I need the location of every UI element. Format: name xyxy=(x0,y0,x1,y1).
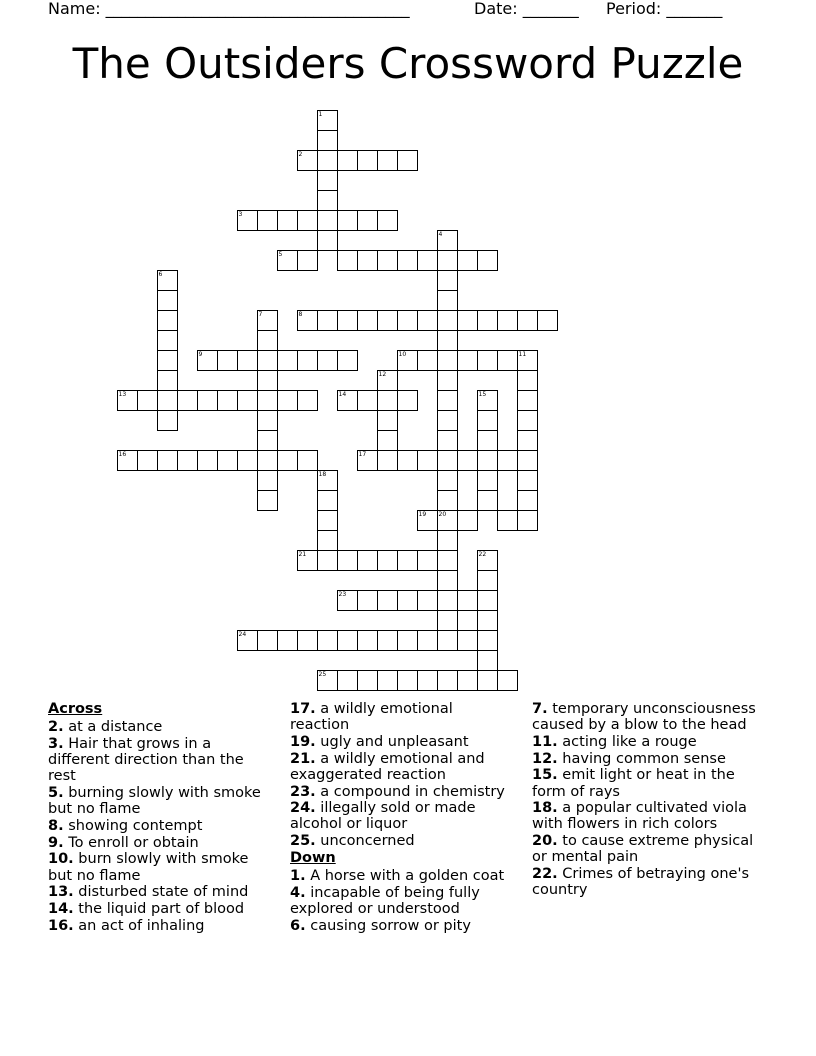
clue-text: a wildly emotional and exaggerated reaction xyxy=(290,750,485,783)
grid-cell[interactable] xyxy=(437,410,458,431)
clue-text: temporary unconsciousness caused by a blow to the head xyxy=(532,701,756,734)
grid-cell[interactable] xyxy=(537,310,558,331)
grid-cell[interactable] xyxy=(457,590,478,611)
clue-text: the liquid part of blood xyxy=(73,900,245,917)
grid-cell[interactable] xyxy=(497,350,518,371)
grid-cell[interactable] xyxy=(437,630,458,651)
clue xyxy=(532,734,756,750)
clue-text: illegally sold or made alcohol or liquor xyxy=(290,800,476,833)
grid-cell[interactable] xyxy=(437,350,458,371)
grid-cell[interactable] xyxy=(457,450,478,471)
grid-cell[interactable] xyxy=(257,410,278,431)
grid-cell[interactable] xyxy=(437,530,458,551)
clue xyxy=(532,833,756,865)
grid-cell[interactable] xyxy=(437,610,458,631)
clue xyxy=(290,918,514,934)
clue xyxy=(532,767,756,799)
grid-cell[interactable] xyxy=(477,310,498,331)
clue-text: to cause extreme physical or mental pain xyxy=(532,833,754,866)
clue xyxy=(290,734,514,750)
grid-cell[interactable] xyxy=(437,290,458,311)
down-clue-list-continued xyxy=(532,701,756,898)
grid-cell[interactable] xyxy=(417,630,438,651)
grid-cell[interactable] xyxy=(257,390,278,411)
cell-number: 20 xyxy=(438,510,447,518)
clue-text: incapable of being fully explored or understood xyxy=(290,884,480,917)
grid-cell[interactable] xyxy=(417,250,438,271)
grid-cell[interactable] xyxy=(477,570,498,591)
grid-cell[interactable] xyxy=(257,470,278,491)
grid-cell[interactable] xyxy=(317,530,338,551)
grid-cell[interactable] xyxy=(477,610,498,631)
grid-cell[interactable] xyxy=(437,250,458,271)
clue-number: 21. xyxy=(290,750,316,767)
grid-cell[interactable] xyxy=(337,670,358,691)
grid-cell[interactable] xyxy=(477,670,498,691)
cell-number: 5 xyxy=(278,250,283,258)
grid-cell[interactable] xyxy=(417,670,438,691)
grid-cell[interactable] xyxy=(517,470,538,491)
clue-number: 12. xyxy=(532,750,558,767)
cell-number: 23 xyxy=(338,590,347,598)
grid-cell[interactable] xyxy=(397,150,418,171)
cell-number: 15 xyxy=(478,390,487,398)
grid-cell[interactable] xyxy=(457,670,478,691)
clue-number: 11. xyxy=(532,733,558,750)
clue-number: 23. xyxy=(290,783,316,800)
clue xyxy=(290,833,514,849)
grid-cell[interactable] xyxy=(477,250,498,271)
cell-number: 11 xyxy=(518,350,527,358)
grid-cell[interactable] xyxy=(257,330,278,351)
grid-cell[interactable] xyxy=(417,550,438,571)
grid-cell[interactable] xyxy=(217,450,238,471)
clue-text: Crimes of betraying one's country xyxy=(532,866,749,899)
grid-cell[interactable] xyxy=(377,390,398,411)
grid-cell[interactable] xyxy=(157,330,178,351)
grid-cell[interactable] xyxy=(477,490,498,511)
grid-cell[interactable] xyxy=(377,450,398,471)
grid-cell[interactable] xyxy=(157,450,178,471)
clue-text: ugly and unpleasant xyxy=(315,733,469,750)
grid-cell[interactable] xyxy=(437,590,458,611)
grid-cell[interactable] xyxy=(437,490,458,511)
grid-cell[interactable] xyxy=(337,310,358,331)
grid-cell[interactable] xyxy=(437,550,458,571)
period-field[interactable]: Period: _______ xyxy=(606,0,723,18)
cell-number: 2 xyxy=(298,150,303,158)
clue xyxy=(48,918,272,934)
cell-number: 8 xyxy=(298,310,303,318)
grid-cell[interactable] xyxy=(457,510,478,531)
clue-text: causing sorrow or pity xyxy=(305,917,471,934)
clue-number: 15. xyxy=(532,767,558,784)
grid-cell[interactable] xyxy=(297,630,318,651)
clue-text: acting like a rouge xyxy=(557,733,697,750)
grid-cell[interactable] xyxy=(357,250,378,271)
clue xyxy=(48,901,272,917)
grid-cell[interactable] xyxy=(437,450,458,471)
grid-cell[interactable] xyxy=(377,250,398,271)
clue-text: an act of inhaling xyxy=(73,917,205,934)
grid-cell[interactable] xyxy=(277,390,298,411)
grid-cell[interactable] xyxy=(397,250,418,271)
grid-cell[interactable] xyxy=(157,350,178,371)
date-field[interactable]: Date: _______ xyxy=(474,0,579,18)
grid-cell[interactable] xyxy=(297,350,318,371)
grid-cell[interactable] xyxy=(377,150,398,171)
grid-cell[interactable] xyxy=(357,150,378,171)
grid-cell[interactable] xyxy=(317,550,338,571)
grid-cell[interactable] xyxy=(437,390,458,411)
grid-cell[interactable] xyxy=(437,670,458,691)
grid-cell[interactable] xyxy=(177,390,198,411)
grid-cell[interactable] xyxy=(357,390,378,411)
clue xyxy=(48,818,272,834)
grid-cell[interactable] xyxy=(377,670,398,691)
cell-number: 3 xyxy=(238,210,243,218)
down-heading: Down xyxy=(290,849,336,866)
grid-cell[interactable] xyxy=(357,590,378,611)
grid-cell[interactable] xyxy=(357,310,378,331)
grid-cell[interactable] xyxy=(157,390,178,411)
clue xyxy=(532,701,756,733)
grid-cell[interactable] xyxy=(517,510,538,531)
grid-cell[interactable] xyxy=(497,310,518,331)
cell-number: 4 xyxy=(438,230,443,238)
clue xyxy=(532,800,756,832)
name-field[interactable]: Name: ______________________________________ xyxy=(48,0,410,18)
grid-cell[interactable] xyxy=(437,470,458,491)
cell-number: 12 xyxy=(378,370,387,378)
grid-cell[interactable] xyxy=(157,310,178,331)
clue xyxy=(48,851,272,883)
grid-cell[interactable] xyxy=(257,350,278,371)
grid-cell[interactable] xyxy=(257,450,278,471)
across-heading: Across xyxy=(48,701,103,717)
cell-number: 22 xyxy=(478,550,487,558)
cell-number: 6 xyxy=(158,270,163,278)
grid-cell[interactable] xyxy=(317,510,338,531)
clue-number: 18. xyxy=(532,800,558,817)
grid-cell[interactable] xyxy=(317,630,338,651)
grid-cell[interactable] xyxy=(397,590,418,611)
grid-cell[interactable] xyxy=(337,210,358,231)
clue xyxy=(48,785,272,817)
grid-cell[interactable] xyxy=(337,350,358,371)
clue xyxy=(290,701,514,733)
cell-number: 21 xyxy=(298,550,307,558)
grid-cell[interactable] xyxy=(517,410,538,431)
grid-cell[interactable] xyxy=(257,370,278,391)
clue-text: a wildly emotional reaction xyxy=(290,701,453,734)
clue-text: a compound in chemistry xyxy=(315,783,505,800)
cell-number: 19 xyxy=(418,510,427,518)
grid-cell[interactable] xyxy=(157,410,178,431)
grid-cell[interactable] xyxy=(337,250,358,271)
grid-cell[interactable] xyxy=(437,330,458,351)
grid-cell[interactable] xyxy=(277,350,298,371)
clue-text: Hair that grows in a different direction than the rest xyxy=(48,735,244,785)
clue-column-1 xyxy=(48,701,272,934)
clue-number: 2. xyxy=(48,719,64,736)
grid-cell[interactable] xyxy=(417,350,438,371)
clue-number: 8. xyxy=(48,817,64,834)
cell-number: 7 xyxy=(258,310,263,318)
grid-cell[interactable] xyxy=(457,250,478,271)
grid-cell[interactable] xyxy=(517,450,538,471)
clue-text: having common sense xyxy=(557,750,726,767)
grid-cell[interactable] xyxy=(237,390,258,411)
grid-cell[interactable] xyxy=(417,450,438,471)
cell-number: 17 xyxy=(358,450,367,458)
clue-number: 14. xyxy=(48,900,74,917)
grid-cell[interactable] xyxy=(477,410,498,431)
grid-cell[interactable] xyxy=(437,310,458,331)
grid-cell[interactable] xyxy=(397,450,418,471)
grid-cell[interactable] xyxy=(317,130,338,151)
clue-text: burn slowly with smoke but no flame xyxy=(48,851,249,884)
clue-number: 9. xyxy=(48,834,64,851)
grid-cell[interactable] xyxy=(157,290,178,311)
cell-number: 24 xyxy=(238,630,247,638)
cell-number: 13 xyxy=(118,390,127,398)
grid-cell[interactable] xyxy=(257,490,278,511)
clue-number: 4. xyxy=(290,884,306,901)
cell-number: 9 xyxy=(198,350,203,358)
grid-cell[interactable] xyxy=(397,310,418,331)
grid-cell[interactable] xyxy=(277,210,298,231)
down-clue-list xyxy=(290,868,514,934)
cell-number: 1 xyxy=(318,110,323,118)
clue-number: 10. xyxy=(48,851,74,868)
grid-cell[interactable] xyxy=(377,630,398,651)
grid-cell[interactable] xyxy=(237,450,258,471)
grid-cell[interactable] xyxy=(517,490,538,511)
grid-cell[interactable] xyxy=(217,390,238,411)
grid-cell[interactable] xyxy=(277,450,298,471)
grid-cell[interactable] xyxy=(457,630,478,651)
grid-cell[interactable] xyxy=(237,350,258,371)
grid-cell[interactable] xyxy=(497,510,518,531)
clue-text: To enroll or obtain xyxy=(63,834,199,851)
grid-cell[interactable] xyxy=(277,630,298,651)
clue-number: 25. xyxy=(290,833,316,850)
grid-cell[interactable] xyxy=(197,390,218,411)
grid-cell[interactable] xyxy=(437,370,458,391)
grid-cell[interactable] xyxy=(317,230,338,251)
page-title: The Outsiders Crossword Puzzle xyxy=(72,39,744,88)
clue-text: unconcerned xyxy=(315,833,415,850)
clue-number: 22. xyxy=(532,866,558,883)
grid-cell[interactable] xyxy=(477,450,498,471)
across-clue-list-continued xyxy=(290,701,514,849)
grid-cell[interactable] xyxy=(257,210,278,231)
clue-number: 19. xyxy=(290,733,316,750)
grid-cell[interactable] xyxy=(377,550,398,571)
grid-cell[interactable] xyxy=(377,310,398,331)
grid-cell[interactable] xyxy=(397,390,418,411)
clue-number: 24. xyxy=(290,800,316,817)
clue-text: emit light or heat in the form of rays xyxy=(532,767,735,800)
clue-number: 16. xyxy=(48,917,74,934)
grid-cell[interactable] xyxy=(437,270,458,291)
grid-cell[interactable] xyxy=(317,490,338,511)
grid-cell[interactable] xyxy=(477,430,498,451)
cell-number: 10 xyxy=(398,350,407,358)
clue xyxy=(532,751,756,767)
grid-cell[interactable] xyxy=(317,150,338,171)
clue-text: A horse with a golden coat xyxy=(305,868,505,885)
grid-cell[interactable] xyxy=(397,630,418,651)
grid-cell[interactable] xyxy=(357,210,378,231)
grid-cell[interactable] xyxy=(357,550,378,571)
grid-cell[interactable] xyxy=(397,670,418,691)
grid-cell[interactable] xyxy=(137,390,158,411)
grid-cell[interactable] xyxy=(397,550,418,571)
grid-cell[interactable] xyxy=(137,450,158,471)
grid-cell[interactable] xyxy=(257,630,278,651)
cell-number: 25 xyxy=(318,670,327,678)
grid-cell[interactable] xyxy=(357,630,378,651)
clue xyxy=(290,885,514,917)
grid-cell[interactable] xyxy=(157,370,178,391)
clue xyxy=(290,800,514,832)
grid-cell[interactable] xyxy=(377,590,398,611)
clue xyxy=(532,866,756,898)
grid-cell[interactable] xyxy=(317,190,338,211)
grid-cell[interactable] xyxy=(297,450,318,471)
grid-cell[interactable] xyxy=(417,590,438,611)
grid-cell[interactable] xyxy=(377,210,398,231)
clue-text: burning slowly with smoke but no flame xyxy=(48,785,261,818)
grid-cell[interactable] xyxy=(457,350,478,371)
clue-text: at a distance xyxy=(63,719,163,736)
grid-cell[interactable] xyxy=(377,430,398,451)
grid-cell[interactable] xyxy=(297,390,318,411)
grid-cell[interactable] xyxy=(317,310,338,331)
grid-cell[interactable] xyxy=(197,450,218,471)
grid-cell[interactable] xyxy=(177,450,198,471)
clue-number: 13. xyxy=(48,884,74,901)
grid-cell[interactable] xyxy=(477,630,498,651)
clue xyxy=(48,719,272,735)
grid-cell[interactable] xyxy=(417,310,438,331)
grid-cell[interactable] xyxy=(437,430,458,451)
grid-cell[interactable] xyxy=(257,430,278,451)
grid-cell[interactable] xyxy=(517,310,538,331)
clue-number: 20. xyxy=(532,833,558,850)
clue-number: 7. xyxy=(532,701,548,717)
clue xyxy=(290,868,514,884)
clue xyxy=(290,784,514,800)
grid-cell[interactable] xyxy=(297,210,318,231)
clue-column-2 xyxy=(290,701,514,934)
grid-cell[interactable] xyxy=(497,670,518,691)
clue-text: showing contempt xyxy=(63,817,203,834)
clue xyxy=(48,884,272,900)
grid-cell[interactable] xyxy=(477,590,498,611)
grid-cell[interactable] xyxy=(437,570,458,591)
clue-number: 5. xyxy=(48,785,64,802)
across-clue-list xyxy=(48,719,272,934)
grid-cell[interactable] xyxy=(337,550,358,571)
grid-cell[interactable] xyxy=(457,310,478,331)
grid-cell[interactable] xyxy=(377,410,398,431)
clue xyxy=(48,736,272,785)
clue xyxy=(48,835,272,851)
cell-number: 16 xyxy=(118,450,127,458)
grid-cell[interactable] xyxy=(517,430,538,451)
grid-cell[interactable] xyxy=(517,370,538,391)
grid-cell[interactable] xyxy=(337,150,358,171)
grid-cell[interactable] xyxy=(497,450,518,471)
grid-cell[interactable] xyxy=(317,170,338,191)
clue-number: 3. xyxy=(48,735,64,752)
grid-cell[interactable] xyxy=(357,670,378,691)
grid-cell[interactable] xyxy=(477,470,498,491)
grid-cell[interactable] xyxy=(317,350,338,371)
grid-cell[interactable] xyxy=(477,650,498,671)
grid-cell[interactable] xyxy=(317,210,338,231)
clue-number: 17. xyxy=(290,701,316,717)
cell-number: 18 xyxy=(318,470,327,478)
clue-text: disturbed state of mind xyxy=(73,884,249,901)
clue-column-3 xyxy=(532,701,756,899)
grid-cell[interactable] xyxy=(337,630,358,651)
grid-cell[interactable] xyxy=(217,350,238,371)
clue-text: a popular cultivated viola with flowers in rich colors xyxy=(532,800,747,833)
cell-number: 14 xyxy=(338,390,347,398)
grid-cell[interactable] xyxy=(517,390,538,411)
clue-number: 6. xyxy=(290,917,306,934)
grid-cell[interactable] xyxy=(297,250,318,271)
grid-cell[interactable] xyxy=(477,350,498,371)
clue-number: 1. xyxy=(290,868,306,885)
clue xyxy=(290,751,514,783)
